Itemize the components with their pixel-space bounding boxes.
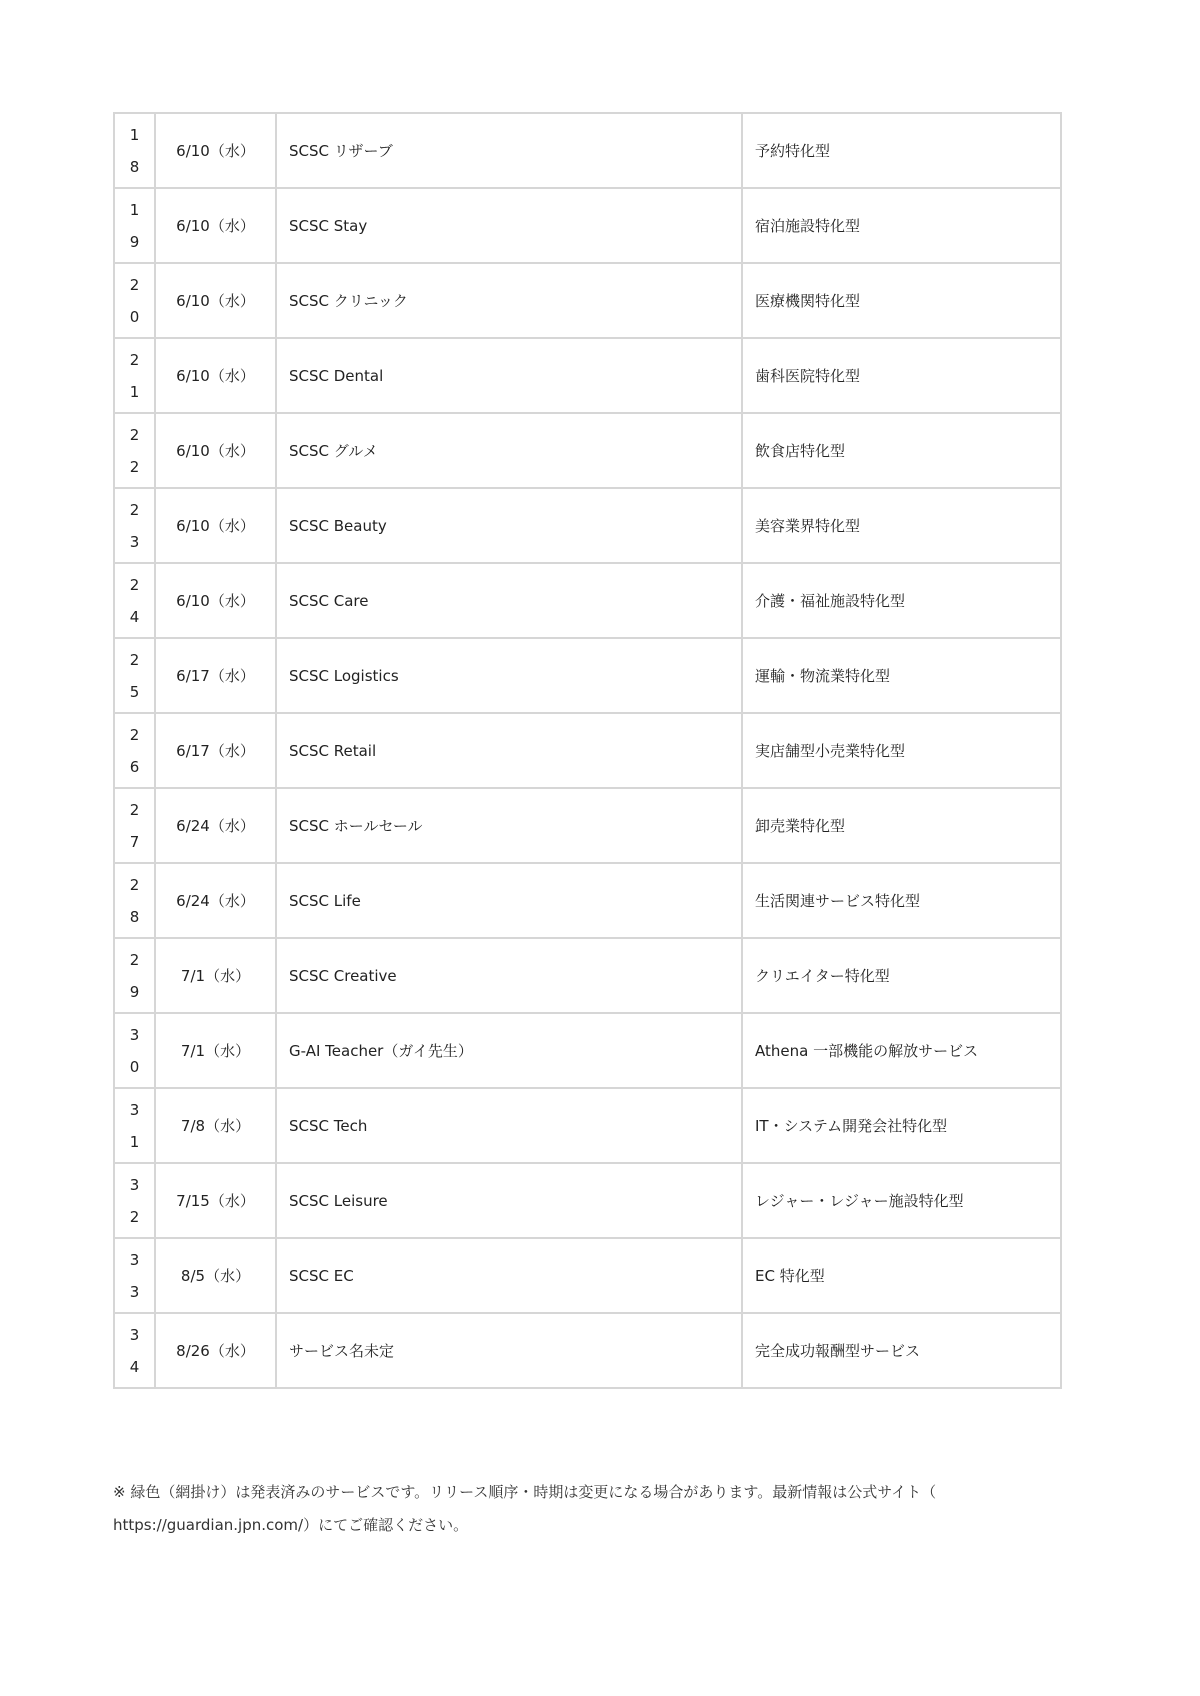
service-name: サービス名未定	[276, 1313, 742, 1388]
table-row	[114, 1313, 1061, 1388]
row-number-digit-2: 3	[129, 1282, 140, 1301]
service-name: SCSC Stay	[276, 188, 742, 263]
service-name: SCSC Leisure	[276, 1163, 742, 1238]
service-name: SCSC Beauty	[276, 488, 742, 563]
row-number-digit-1: 2	[129, 575, 140, 594]
release-date: 7/1（水）	[155, 1013, 276, 1088]
row-number	[114, 188, 155, 263]
row-number-digit-1: 2	[129, 275, 140, 294]
service-description: IT・システム開発会社特化型	[742, 1088, 1061, 1163]
row-number-digit-2: 2	[129, 1207, 140, 1226]
service-description: 医療機関特化型	[742, 263, 1061, 338]
table-body	[114, 113, 1061, 1388]
table-row	[114, 338, 1061, 413]
row-number	[114, 563, 155, 638]
row-number-digit-2: 8	[129, 907, 140, 926]
service-name: G-AI Teacher（ガイ先生）	[276, 1013, 742, 1088]
table-row	[114, 1238, 1061, 1313]
service-name: SCSC Retail	[276, 713, 742, 788]
service-description: 運輸・物流業特化型	[742, 638, 1061, 713]
table-row	[114, 713, 1061, 788]
row-number-digit-2: 6	[129, 757, 140, 776]
row-number	[114, 638, 155, 713]
table-row	[114, 188, 1061, 263]
service-description: 予約特化型	[742, 113, 1061, 188]
footnote-line-2: https://guardian.jpn.com/）にてご確認ください。	[113, 1516, 469, 1534]
release-date: 7/15（水）	[155, 1163, 276, 1238]
release-date: 6/10（水）	[155, 413, 276, 488]
service-name: SCSC Life	[276, 863, 742, 938]
service-name: SCSC ホールセール	[276, 788, 742, 863]
service-name: SCSC EC	[276, 1238, 742, 1313]
row-number-digit-1: 2	[129, 425, 140, 444]
service-name: SCSC グルメ	[276, 413, 742, 488]
row-number	[114, 1013, 155, 1088]
service-name: SCSC Creative	[276, 938, 742, 1013]
release-date: 6/10（水）	[155, 338, 276, 413]
row-number-digit-1: 3	[129, 1250, 140, 1269]
row-number-digit-1: 3	[129, 1025, 140, 1044]
row-number-digit-2: 0	[129, 307, 140, 326]
service-description: EC 特化型	[742, 1238, 1061, 1313]
row-number-digit-1: 2	[129, 350, 140, 369]
row-number-digit-1: 3	[129, 1100, 140, 1119]
row-number-digit-1: 2	[129, 500, 140, 519]
row-number	[114, 263, 155, 338]
release-date: 6/10（水）	[155, 188, 276, 263]
table-row	[114, 938, 1061, 1013]
release-date: 6/10（水）	[155, 488, 276, 563]
service-description: 生活関連サービス特化型	[742, 863, 1061, 938]
table-row	[114, 413, 1061, 488]
row-number-digit-2: 3	[129, 532, 140, 551]
row-number-digit-2: 9	[129, 982, 140, 1001]
footnote	[113, 1476, 1073, 1542]
release-date: 7/1（水）	[155, 938, 276, 1013]
service-description: 卸売業特化型	[742, 788, 1061, 863]
release-date: 8/26（水）	[155, 1313, 276, 1388]
row-number-digit-2: 1	[129, 1132, 140, 1151]
row-number-digit-2: 7	[129, 832, 140, 851]
row-number-digit-2: 8	[129, 157, 140, 176]
table-row	[114, 488, 1061, 563]
row-number-digit-2: 0	[129, 1057, 140, 1076]
row-number	[114, 1238, 155, 1313]
row-number	[114, 863, 155, 938]
service-name: SCSC クリニック	[276, 263, 742, 338]
service-description: 歯科医院特化型	[742, 338, 1061, 413]
service-description: Athena 一部機能の解放サービス	[742, 1013, 1061, 1088]
service-description: 完全成功報酬型サービス	[742, 1313, 1061, 1388]
release-date: 7/8（水）	[155, 1088, 276, 1163]
release-date: 6/10（水）	[155, 113, 276, 188]
row-number	[114, 938, 155, 1013]
table-row	[114, 263, 1061, 338]
service-name: SCSC Tech	[276, 1088, 742, 1163]
row-number-digit-1: 2	[129, 725, 140, 744]
service-description: クリエイター特化型	[742, 938, 1061, 1013]
row-number	[114, 338, 155, 413]
service-description: 実店舗型小売業特化型	[742, 713, 1061, 788]
row-number-digit-2: 9	[129, 232, 140, 251]
row-number-digit-1: 2	[129, 875, 140, 894]
service-description: 飲食店特化型	[742, 413, 1061, 488]
release-date: 6/17（水）	[155, 713, 276, 788]
row-number	[114, 713, 155, 788]
table-row	[114, 1013, 1061, 1088]
row-number-digit-1: 3	[129, 1175, 140, 1194]
service-description: 介護・福祉施設特化型	[742, 563, 1061, 638]
row-number-digit-1: 3	[129, 1325, 140, 1344]
row-number-digit-1: 1	[129, 200, 140, 219]
row-number	[114, 1163, 155, 1238]
table-row	[114, 113, 1061, 188]
row-number	[114, 788, 155, 863]
release-date: 6/24（水）	[155, 863, 276, 938]
row-number-digit-2: 1	[129, 382, 140, 401]
row-number-digit-2: 2	[129, 457, 140, 476]
service-description: レジャー・レジャー施設特化型	[742, 1163, 1061, 1238]
release-date: 6/24（水）	[155, 788, 276, 863]
service-description: 宿泊施設特化型	[742, 188, 1061, 263]
release-date: 6/17（水）	[155, 638, 276, 713]
release-date: 6/10（水）	[155, 563, 276, 638]
table-row	[114, 563, 1061, 638]
row-number-digit-2: 4	[129, 1357, 140, 1376]
row-number-digit-2: 5	[129, 682, 140, 701]
release-date: 8/5（水）	[155, 1238, 276, 1313]
table-row	[114, 1163, 1061, 1238]
service-name: SCSC Care	[276, 563, 742, 638]
row-number	[114, 1313, 155, 1388]
service-description: 美容業界特化型	[742, 488, 1061, 563]
row-number-digit-2: 4	[129, 607, 140, 626]
footnote-line-1: ※ 緑色（網掛け）は発表済みのサービスです。リリース順序・時期は変更になる場合があります。最新情報は公式サイト（	[113, 1483, 937, 1501]
row-number-digit-1: 2	[129, 800, 140, 819]
table-row	[114, 1088, 1061, 1163]
service-name: SCSC Dental	[276, 338, 742, 413]
row-number	[114, 113, 155, 188]
row-number	[114, 413, 155, 488]
table-row	[114, 638, 1061, 713]
release-date: 6/10（水）	[155, 263, 276, 338]
row-number-digit-1: 2	[129, 950, 140, 969]
service-name: SCSC Logistics	[276, 638, 742, 713]
table-row	[114, 788, 1061, 863]
table-row	[114, 863, 1061, 938]
service-name: SCSC リザーブ	[276, 113, 742, 188]
row-number-digit-1: 2	[129, 650, 140, 669]
service-release-table	[113, 112, 1062, 1389]
row-number-digit-1: 1	[129, 125, 140, 144]
row-number	[114, 488, 155, 563]
row-number	[114, 1088, 155, 1163]
